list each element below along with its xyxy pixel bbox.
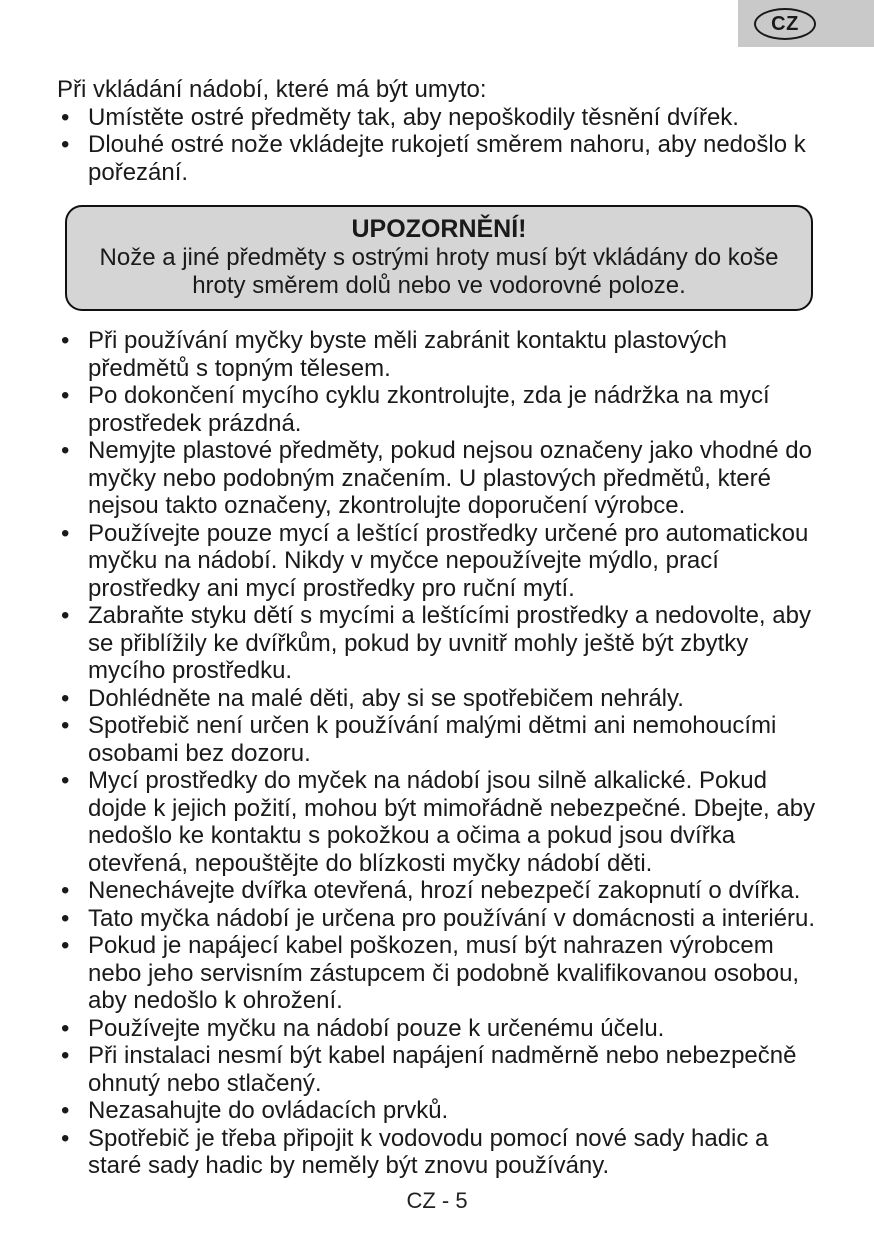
list-item: • Při instalaci nesmí být kabel napájení nadměrně nebo nebezpečně ohnutý nebo stlačený. (57, 1042, 820, 1097)
list-item: • Dlouhé ostré nože vkládejte rukojetí směrem nahoru, aby nedošlo k pořezání. (57, 131, 820, 186)
page-number: CZ - 5 (406, 1187, 468, 1213)
warning-box (65, 205, 813, 311)
list-item: • Spotřebič není určen k používání malými dětmi ani nemohoucími osobami bez dozoru. (57, 712, 820, 767)
safety-bullet-list (57, 327, 820, 1180)
list-item: • Nemyjte plastové předměty, pokud nejsou označeny jako vhodné do myčky nebo podobným značením. U plastových předmětů, které nejsou takto označeny, zkontrolujte doporučení výrobce. (57, 437, 820, 520)
list-item: • Nenechávejte dvířka otevřená, hrozí nebezpečí zakopnutí o dvířka. (57, 877, 820, 905)
language-label: CZ (771, 12, 799, 35)
list-item: • Po dokončení mycího cyklu zkontrolujte, zda je nádržka na mycí prostředek prázdná. (57, 382, 820, 437)
list-item: • Tato myčka nádobí je určena pro používání v domácnosti a interiéru. (57, 905, 820, 933)
intro-bullet-list (57, 104, 820, 187)
warning-body: Nože a jiné předměty s ostrými hroty musí být vkládány do koše hroty směrem dolů nebo ve vodorovné poloze. (99, 244, 779, 299)
list-item: • Spotřebič je třeba připojit k vodovodu pomocí nové sady hadic a staré sady hadic by neměly být znovu používány. (57, 1125, 820, 1180)
list-item: • Používejte myčku na nádobí pouze k určenému účelu. (57, 1015, 820, 1043)
list-item: • Zabraňte styku dětí s mycími a leštícími prostředky a nedovolte, aby se přiblížily ke dvířkům, pokud by uvnitř mohly ještě být zbytky mycího prostředku. (57, 602, 820, 685)
warning-title: UPOZORNĚNÍ! (351, 215, 527, 243)
list-item: • Pokud je napájecí kabel poškozen, musí být nahrazen výrobcem nebo jeho servisním zástupcem či podobně kvalifikovanou osobou, aby nedošlo k ohrožení. (57, 932, 820, 1015)
list-item: • Mycí prostředky do myček na nádobí jsou silně alkalické. Pokud dojde k jejich požití, mohou být mimořádně nebezpečné. Dbejte, aby nedošlo ke kontaktu s pokožkou a očima a pokud jsou dvířka otevřená, nepouštějte do blízkosti myčky nádobí děti. (57, 767, 820, 877)
list-item: • Nezasahujte do ovládacích prvků. (57, 1097, 820, 1125)
language-oval-icon (754, 8, 816, 40)
list-item: • Používejte pouze mycí a leštící prostředky určené pro automatickou myčku na nádobí. Nikdy v myčce nepoužívejte mýdlo, prací prostředky ani mycí prostředky pro ruční mytí. (57, 520, 820, 603)
language-badge (738, 0, 874, 47)
intro-text: Při vkládání nádobí, které má být umyto: (57, 76, 487, 103)
list-item: • Umístěte ostré předměty tak, aby nepoškodily těsnění dvířek. (57, 104, 820, 132)
list-item: • Při používání myčky byste měli zabránit kontaktu plastových předmětů s topným tělesem. (57, 327, 820, 382)
list-item: • Dohlédněte na malé děti, aby si se spotřebičem nehrály. (57, 685, 820, 713)
page-content (57, 76, 820, 1180)
